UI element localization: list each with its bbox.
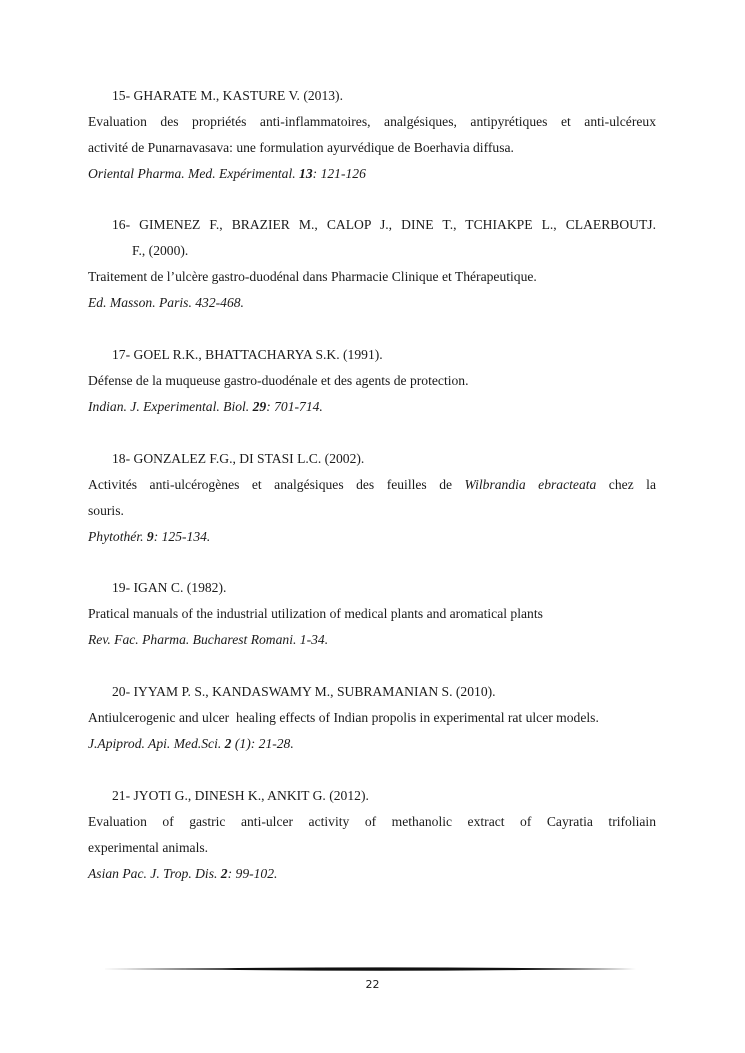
reference-title-line: activité de Punarnavasava: une formulation ayurvédique de Boerhavia diffusa. [88,140,514,155]
title-text: Activités anti-ulcérogènes et analgésiques des feuilles de [88,477,465,492]
reference-journal: Rev. Fac. Pharma. Bucharest Romani. 1-34. [88,632,329,647]
reference-journal [88,161,656,187]
reference-journal: Ed. Masson. Paris. 432-468. [88,295,244,310]
reference-title-line: Evaluation of gastric anti-ulcer activity of methanolic extract of Cayratia trifoliain [88,814,656,829]
reference-title-line: Antiulcerogenic and ulcer healing effects of Indian propolis in experimental rat ulcer models. [88,710,599,725]
reference-21 [88,783,656,887]
journal-name: Asian Pac. J. Trop. Dis. [88,866,221,881]
reference-16 [88,212,656,316]
reference-authors: 20- IYYAM P. S., KANDASWAMY M., SUBRAMANIAN S. (2010). [112,684,496,699]
reference-authors: 16- GIMENEZ F., BRAZIER M., CALOP J., DINE T., TCHIAKPE L., CLAERBOUTJ. [112,217,656,232]
journal-pages: : 99-102. [227,866,278,881]
reference-title-line: Evaluation des propriétés anti-inflammatoires, analgésiques, antipyrétiques et anti-ulcéreux [88,114,656,129]
reference-title-line: Défense de la muqueuse gastro-duodénale et des agents de protection. [88,373,469,388]
reference-title-line: experimental animals. [88,840,209,855]
journal-volume: 9 [146,529,154,544]
reference-journal [88,394,656,420]
reference-authors-continued: F., (2000). [132,243,189,258]
journal-name: Indian. J. Experimental. Biol. [88,399,253,414]
journal-pages: : 121-126 [312,166,366,181]
reference-18 [88,446,656,550]
footer-divider [102,966,642,972]
reference-journal [88,524,656,550]
journal-volume: 2 [224,736,232,751]
reference-authors: 15- GHARATE M., KASTURE V. (2013). [112,88,343,103]
journal-pages: : 125-134. [153,529,211,544]
reference-title-line: Pratical manuals of the industrial utilization of medical plants and aromatical plants [88,606,543,621]
reference-17 [88,342,656,420]
reference-authors: 17- GOEL R.K., BHATTACHARYA S.K. (1991). [112,347,383,362]
journal-name: Oriental Pharma. Med. Expérimental. [88,166,300,181]
journal-pages: : 701-714. [266,399,323,414]
reference-authors: 18- GONZALEZ F.G., DI STASI L.C. (2002). [112,451,365,466]
reference-20 [88,679,656,757]
reference-19 [88,575,656,653]
title-text: chez la [596,477,656,492]
journal-volume: 13 [299,166,313,181]
journal-name: Phytothér. [88,529,147,544]
journal-volume: 29 [252,399,267,414]
reference-title-line [88,472,656,498]
journal-pages: (1): 21-28. [231,736,294,751]
page-number: 22 [365,978,380,991]
reference-title-line: souris. [88,503,124,518]
reference-journal [88,731,656,757]
journal-volume: 2 [220,866,228,881]
reference-title-line: Traitement de l’ulcère gastro-duodénal dans Pharmacie Clinique et Thérapeutique. [88,269,537,284]
journal-name: J.Apiprod. Api. Med.Sci. [88,736,225,751]
reference-authors: 21- JYOTI G., DINESH K., ANKIT G. (2012). [112,788,369,803]
species-name: Wilbrandia ebracteata [464,477,597,492]
reference-15 [88,83,656,187]
reference-authors: 19- IGAN C. (1982). [112,580,227,595]
reference-journal [88,861,656,887]
